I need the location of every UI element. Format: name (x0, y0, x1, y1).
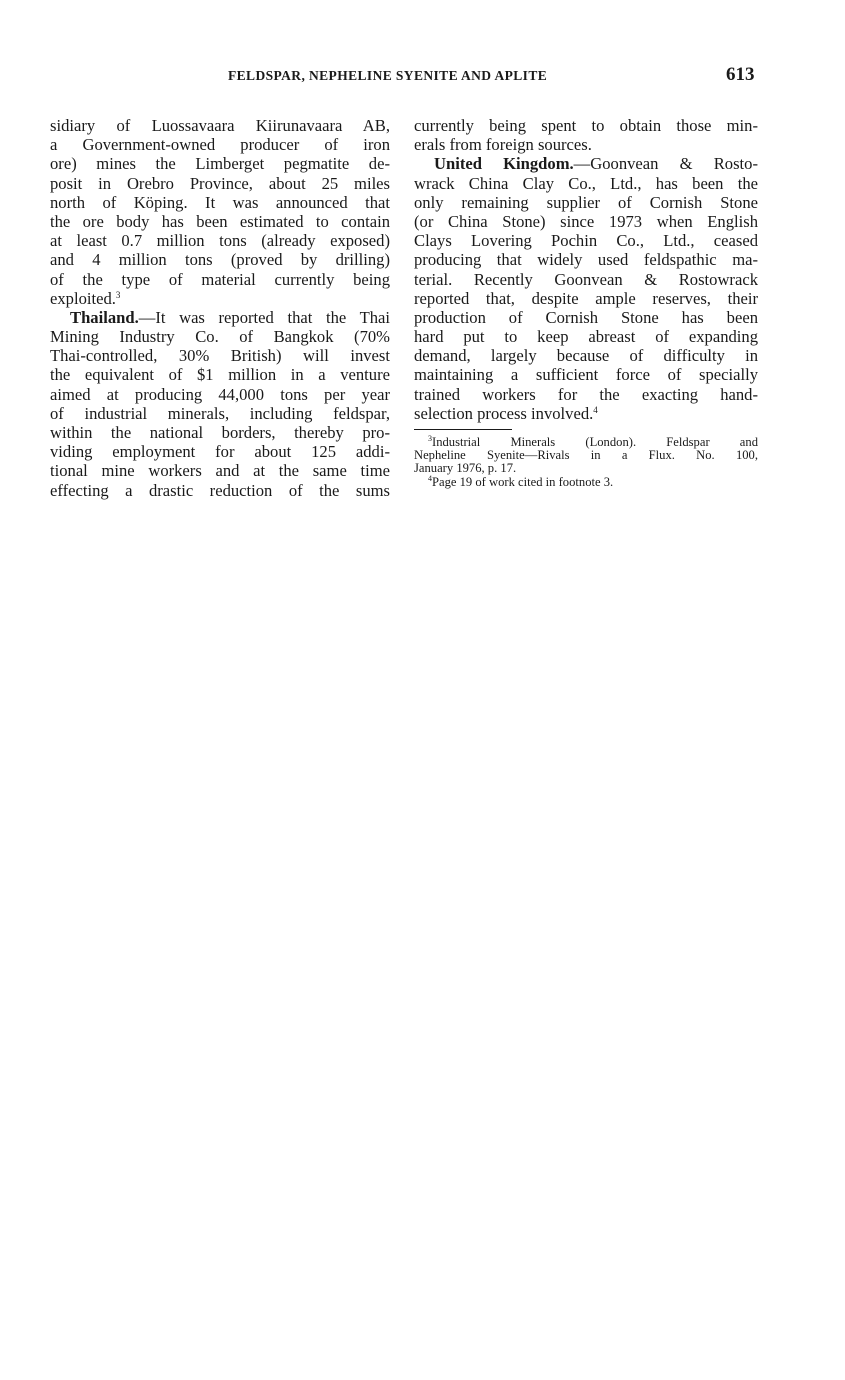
text-line (414, 404, 758, 423)
text-line: maintaining a sufficient force of specially (414, 365, 758, 385)
text-fragment: —It was reported that the Thai (138, 307, 390, 327)
text-line: production of Cornish Stone has been (414, 307, 758, 327)
text-line: effecting a drastic reduction of the sums (50, 480, 390, 500)
text-line: posit in Orebro Province, about 25 miles (50, 173, 390, 193)
text-line: demand, largely because of difficulty in (414, 346, 758, 366)
text-fragment: Industrial Minerals (London). Feldspar and (432, 435, 758, 449)
text-line: Thai-controlled, 30% British) will invest (50, 346, 390, 366)
united-kingdom-paragraph (414, 154, 758, 423)
text-line: north of Köping. It was announced that (50, 192, 390, 212)
footnotes (414, 436, 758, 489)
text-fragment: selection process involved. (414, 403, 594, 423)
text-line (50, 289, 390, 308)
text-line: aimed at producing 44,000 tons per year (50, 384, 390, 404)
text-line: reported that, despite ample reserves, their (414, 288, 758, 308)
text-line: of the type of material currently being (50, 269, 390, 289)
thailand-paragraph (50, 308, 390, 500)
footnote-line: January 1976, p. 17. (414, 461, 517, 476)
text-line: of industrial minerals, including feldspar, (50, 403, 390, 423)
text-line (414, 154, 758, 173)
footnote-line (414, 473, 758, 489)
left-column (50, 116, 390, 500)
section-heading-thailand: Thailand. (70, 307, 139, 327)
footnote-reference: 3 (115, 289, 121, 300)
text-line: within the national borders, thereby pro- (50, 423, 390, 442)
text-line: at least 0.7 million tons (already exposed) (50, 231, 390, 251)
text-fragment: —Goonvean & Rosto- (573, 154, 758, 174)
sweden-paragraph (50, 116, 390, 308)
footnote-3 (414, 436, 758, 476)
text-line: tional mine workers and at the same time (50, 461, 390, 481)
text-line: Mining Industry Co. of Bangkok (70% (50, 327, 390, 347)
text-line: a Government-owned producer of iron (50, 135, 390, 155)
text-line (50, 308, 390, 327)
text-line: hard put to keep abreast of expanding (414, 327, 758, 347)
text-line: sidiary of Luossavaara Kiirunavaara AB, (50, 116, 390, 135)
text-line: and 4 million tons (proved by drilling) (50, 250, 390, 270)
text-line: (or China Stone) since 1973 when English (414, 211, 758, 231)
text-line: only remaining supplier of Cornish Stone (414, 192, 758, 212)
text-line: wrack China Clay Co., Ltd., has been the (414, 173, 758, 193)
footnote-reference: 4 (593, 404, 598, 415)
text-line: currently being spent to obtain those min- (414, 116, 758, 135)
text-fragment: Page 19 of work cited in footnote 3. (432, 474, 614, 489)
text-line: producing that widely used feldspathic ma- (414, 250, 758, 270)
text-line: ore) mines the Limberget pegmatite de- (50, 154, 390, 174)
text-line: viding employment for about 125 addi- (50, 442, 390, 462)
text-fragment: exploited. (50, 288, 116, 308)
text-line: erals from foreign sources. (414, 135, 592, 155)
text-line: trained workers for the exacting hand- (414, 384, 758, 404)
text-line: Clays Lovering Pochin Co., Ltd., ceased (414, 231, 758, 251)
footnote-line: Nepheline Syenite—Rivals in a Flux. No. 100, (414, 448, 758, 463)
right-column (414, 116, 758, 489)
footnote-marker: 3 (428, 434, 432, 443)
footnote-4 (414, 473, 758, 489)
running-header (0, 66, 845, 88)
text-line: terial. Recently Goonvean & Rostowrack (414, 269, 758, 289)
text-line: the ore body has been estimated to contain (50, 211, 390, 231)
footnote-marker: 4 (428, 473, 432, 483)
page-number: 613 (726, 64, 755, 85)
section-heading-united-kingdom: United Kingdom. (434, 154, 574, 174)
thailand-continuation-paragraph (414, 116, 758, 154)
footnote-divider (414, 429, 512, 430)
text-line: the equivalent of $1 million in a venture (50, 365, 390, 385)
running-title: FELDSPAR, NEPHELINE SYENITE AND APLITE (228, 68, 548, 83)
